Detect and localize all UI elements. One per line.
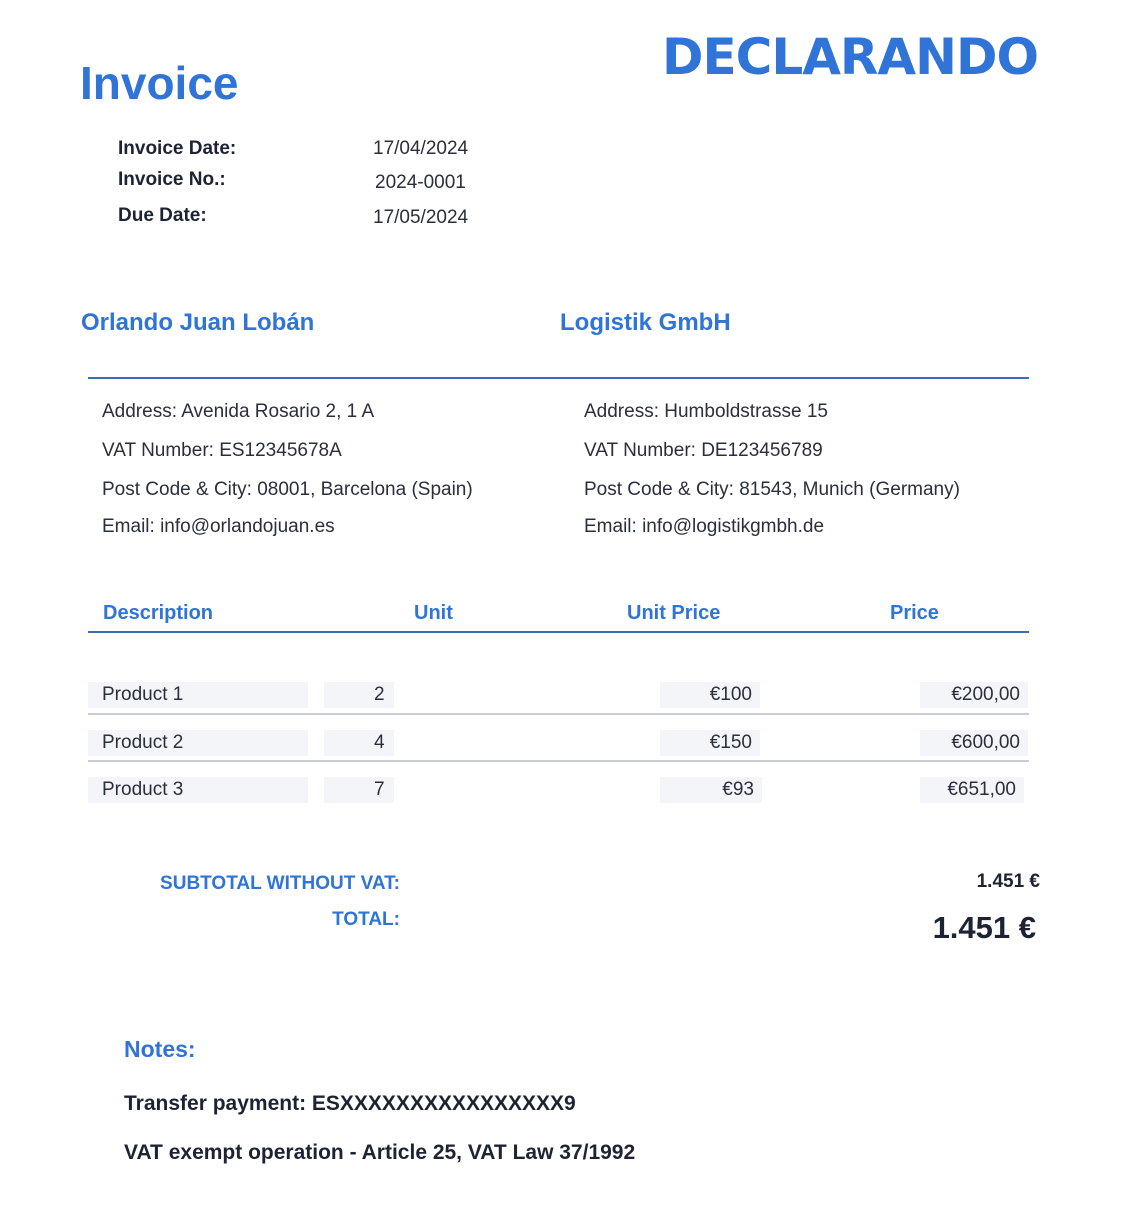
row-unit-price: €93 [660,777,762,803]
total-label: TOTAL: [332,909,400,930]
invoice-date-value: 17/04/2024 [373,138,469,159]
row-unit: 4 [324,730,394,756]
client-city: Post Code & City: 81543, Munich (Germany) [584,479,960,500]
issuer-vat: VAT Number: ES12345678A [102,440,342,461]
column-header-price: Price [890,602,939,624]
row-unit: 7 [324,777,394,803]
due-date-label: Due Date: [118,205,207,226]
invoice-number-value: 2024-0001 [375,172,466,193]
client-email: Email: info@logistikgmbh.de [584,516,825,537]
column-header-unit-price: Unit Price [627,602,721,624]
brand-logo: DECLARANDO [662,28,1038,86]
subtotal-label: SUBTOTAL WITHOUT VAT: [160,873,400,894]
column-header-description: Description [103,602,214,624]
row-unit-price: €150 [660,730,760,756]
note-vat-exempt: VAT exempt operation - Article 25, VAT Law 37/1992 [124,1141,636,1164]
row-price: €200,00 [920,682,1028,708]
client-vat: VAT Number: DE123456789 [584,440,823,461]
issuer-email: Email: info@orlandojuan.es [102,516,335,537]
due-date-value: 17/05/2024 [373,207,469,228]
row-divider [88,760,1029,762]
issuer-city: Post Code & City: 08001, Barcelona (Spain) [102,479,473,500]
column-header-unit: Unit [414,602,453,624]
row-divider [88,713,1029,715]
row-description: Product 3 [88,777,308,803]
row-description: Product 2 [88,730,308,756]
parties-divider [88,377,1029,379]
invoice-title: Invoice [80,57,239,109]
client-address: Address: Humboldstrasse 15 [584,401,828,422]
invoice-number-label: Invoice No.: [118,169,226,190]
subtotal-value: 1.451 € [976,871,1040,892]
note-payment: Transfer payment: ESXXXXXXXXXXXXXXXX9 [124,1092,576,1115]
issuer-address: Address: Avenida Rosario 2, 1 A [102,401,375,422]
row-description: Product 1 [88,682,308,708]
notes-title: Notes: [124,1036,196,1062]
table-header-divider [88,631,1029,633]
total-value: 1.451 € [932,910,1036,945]
row-unit-price: €100 [660,682,760,708]
client-name: Logistik GmbH [560,309,731,336]
row-price: €600,00 [920,730,1028,756]
row-price: €651,00 [920,777,1024,803]
issuer-name: Orlando Juan Lobán [81,309,315,336]
invoice-date-label: Invoice Date: [118,138,237,159]
row-unit: 2 [324,682,394,708]
